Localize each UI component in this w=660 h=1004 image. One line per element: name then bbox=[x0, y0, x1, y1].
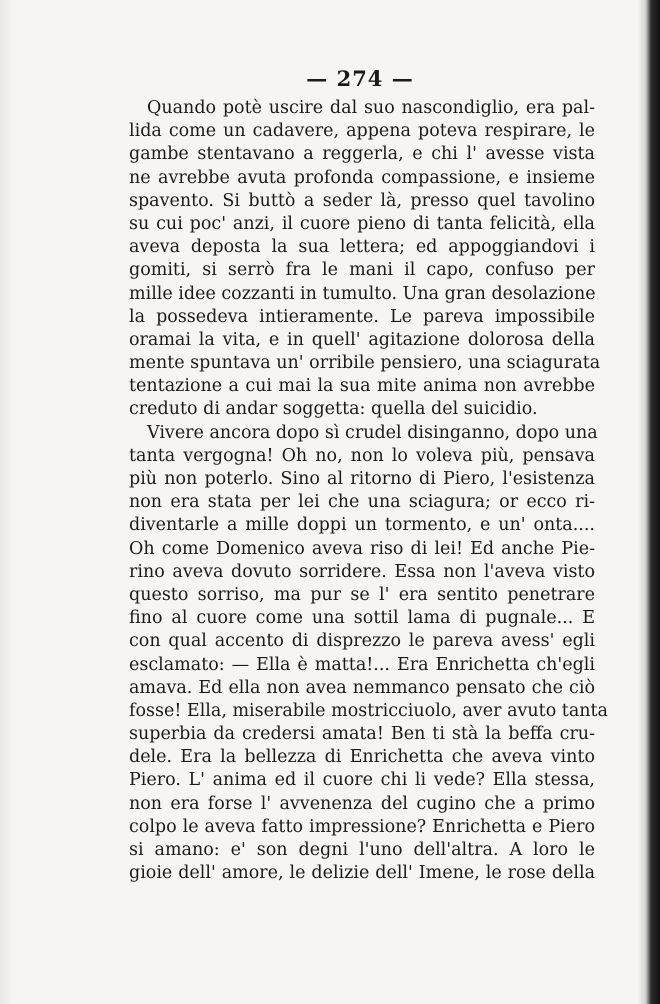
text-line: Vivere ancora dopo sì crudel disinganno, dopo una bbox=[147, 422, 598, 443]
text-line: fino al cuore come una sottil lama di pugnale... E bbox=[129, 608, 595, 629]
text-line: mille idee cozzanti in tumulto. Una gran desolazione bbox=[129, 283, 596, 304]
text-line: su cui poc' anzi, il cuore pieno di tanta felicità, ella bbox=[129, 213, 595, 234]
text-line: tentazione a cui mai la sua mite anima non avrebbe bbox=[129, 376, 595, 397]
text-line: lida come un cadavere, appena poteva respirare, le bbox=[129, 121, 595, 142]
text-line: esclamato: — Ella è matta!... Era Enrichetta ch'egli bbox=[129, 654, 595, 675]
text-line: aveva deposta la sua lettera; ed appoggiandovi i bbox=[129, 237, 595, 258]
text-line: Quando potè uscire dal suo nascondiglio, era pal- bbox=[147, 98, 595, 118]
text-line: la possedeva intieramente. Le pareva impossibile bbox=[129, 306, 595, 327]
text-line: non era stata per lei che una sciagura; or ecco ri- bbox=[129, 492, 595, 513]
page-number: — 274 — bbox=[306, 66, 414, 91]
text-line: mente spuntava un' orribile pensiero, una sciagurata bbox=[129, 353, 601, 374]
text-line: gambe stentavano a reggerla, e chi l' avesse vista bbox=[129, 144, 595, 165]
text-line: questo sorriso, ma pur se l' era sentito penetrare bbox=[129, 584, 595, 605]
text-line: diventarle a mille doppi un tormento, e un' onta.... bbox=[129, 515, 595, 536]
text-line: Oh come Domenico aveva riso di lei! Ed anche Pie- bbox=[129, 538, 595, 559]
body-text bbox=[129, 97, 608, 885]
text-line: Piero. L' anima ed il cuore chi li vede? Ella stessa, bbox=[129, 770, 595, 791]
text-line: gomiti, si serrò fra le mani il capo, confuso per bbox=[129, 260, 595, 281]
text-line: spavento. Si buttò a seder là, presso quel tavolino bbox=[129, 190, 595, 211]
text-line: si amano: e' son degni l'uno dell'altra. A loro le bbox=[129, 840, 595, 860]
text-line: con qual accento di disprezzo le pareva avess' egli bbox=[129, 631, 595, 652]
text-line: più non poterlo. Sino al ritorno di Piero, l'esistenza bbox=[129, 469, 595, 489]
text-line: gioie dell' amore, le delizie dell' Imene, le rose della bbox=[129, 863, 595, 884]
page-binding-edge bbox=[638, 0, 660, 1004]
text-line: ne avrebbe avuta profonda compassione, e insieme bbox=[129, 167, 595, 188]
text-line: dele. Era la bellezza di Enrichetta che aveva vinto bbox=[129, 747, 595, 768]
text-line: tanta vergogna! Oh no, non lo voleva più, pensava bbox=[129, 445, 595, 466]
text-line: creduto di andar soggetta: quella del suicidio. bbox=[129, 399, 538, 420]
text-line: superbia da credersi amata! Ben ti stà la beffa cru- bbox=[129, 724, 595, 745]
text-line: fosse! Ella, miserabile mostricciuolo, aver avuto tanta bbox=[129, 700, 608, 721]
text-line: colpo le aveva fatto impressione? Enrichetta e Piero bbox=[129, 816, 595, 837]
text-line: amava. Ed ella non avea nemmanco pensato che ciò bbox=[129, 677, 595, 698]
page-left-margin-shadow bbox=[0, 0, 14, 1004]
text-line: non era forse l' avvenenza del cugino che a primo bbox=[129, 793, 595, 814]
text-line: rino aveva dovuto sorridere. Essa non l'aveva visto bbox=[129, 561, 595, 582]
text-line: oramai la vita, e in quell' agitazione dolorosa della bbox=[129, 329, 595, 350]
